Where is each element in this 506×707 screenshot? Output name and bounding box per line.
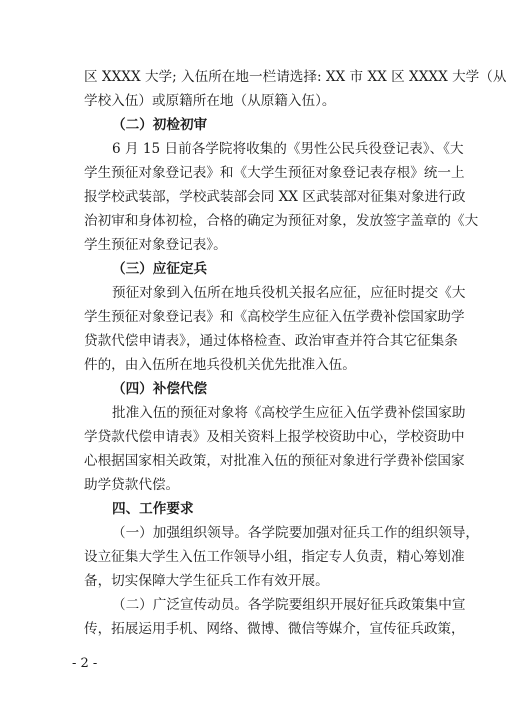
subsection-heading: （二）初检初审 [112,117,208,133]
text-line: 贷款代偿申请表》，通过体格检查、政治审查并符合其它征集条 [84,333,458,349]
text-line: 批准入伍的预征对象将《高校学生应征入伍学费补偿国家助 [112,405,466,421]
text-line: 治初审和身体初检，合格的确定为预征对象，发放签字盖章的《大 [84,213,479,229]
text-line: 区 XXXX 大学; 入伍所在地一栏请选择: XX 市 XX 区 XXXX 大学（从 [84,69,506,85]
text-line: （一）加强组织领导。各学院要加强对征兵工作的组织领导， [112,525,480,541]
text-line: 心根据国家相关政策，对批准入伍的预征对象进行学费补偿国家 [84,453,465,469]
text-line: 学生预征对象登记表》和《大学生预征对象登记表存根》统一上 [84,165,465,181]
text-line: 学校入伍）或原籍所在地（从原籍入伍）。 [84,93,336,109]
text-line: 学生预征对象登记表》和《高校学生应征入伍学费补偿国家助学 [84,309,465,325]
subsection-heading: （三）应征定兵 [112,261,208,277]
text-line: 备，切实保障大学生征兵工作有效开展。 [84,573,329,589]
text-line: 设立征集大学生入伍工作领导小组，指定专人负责，精心筹划准 [84,549,465,565]
page-number: - 2 - [72,656,98,671]
text-line: 件的，由入伍所在地兵役机关优先批准入伍。 [84,357,356,373]
text-line: （二）广泛宣传动员。各学院要组织开展好征兵政策集中宣 [112,597,466,613]
text-line: 传，拓展运用手机、网络、微博、微信等媒介，宣传征兵政策， [84,621,465,637]
text-line: 6 月 15 日前各学院将收集的《男性公民兵役登记表》、《大 [112,141,464,157]
text-line: 学生预征对象登记表》。 [84,237,227,253]
text-line: 助学贷款代偿。 [84,477,180,493]
text-line: 报学校武装部，学校武装部会同 XX 区武装部对征集对象进行政 [84,189,466,205]
text-line: 预征对象到入伍所在地兵役机关报名应征，应征时提交《大 [112,285,466,301]
text-line: 学贷款代偿申请表》及相关资料上报学校资助中心，学校资助中 [84,429,465,445]
body-text [84,65,506,641]
subsection-heading: （四）补偿代偿 [112,381,208,397]
section-heading: 四、工作要求 [112,501,194,517]
